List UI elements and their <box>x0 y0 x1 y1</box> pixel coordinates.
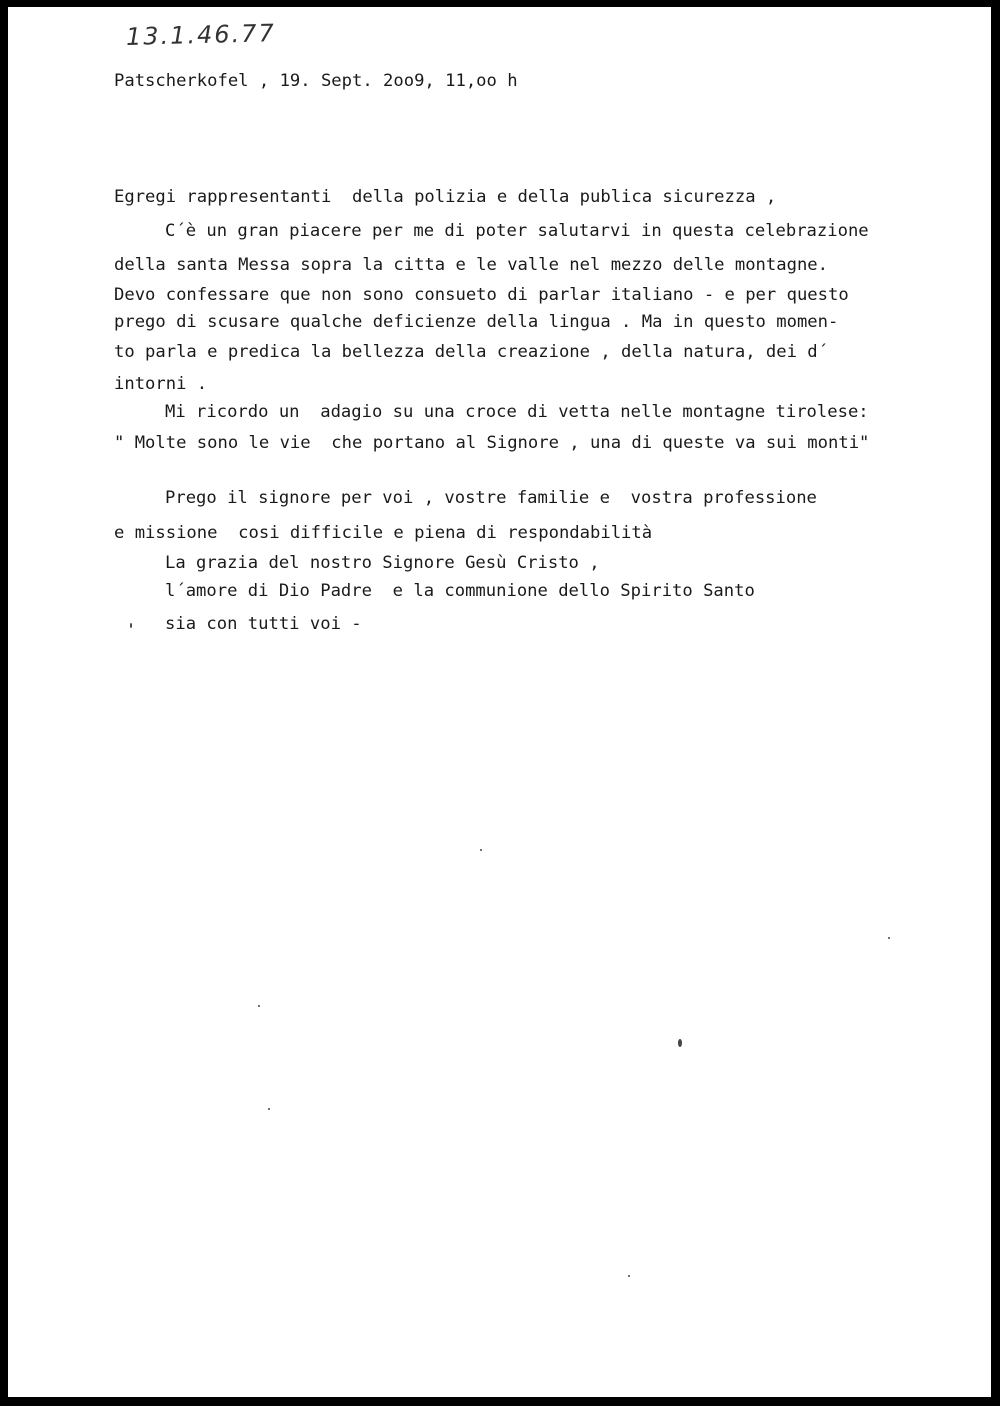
scan-speck <box>678 1039 682 1047</box>
paragraph-1-line-2: della santa Messa sopra la citta e le valle nel mezzo delle montagne. <box>114 255 828 275</box>
scan-speck <box>480 849 482 851</box>
paragraph-1-line-5: to parla e predica la bellezza della creazione , della natura, dei d´ <box>114 342 828 362</box>
paragraph-1-line-3: Devo confessare que non sono consueto di parlar italiano - e per questo <box>114 285 849 305</box>
paragraph-3-line-1: Prego il signore per voi , vostre familie e vostra professione <box>165 488 817 508</box>
paragraph-2-quote: " Molte sono le vie che portano al Signore , una di queste va sui monti" <box>114 433 870 453</box>
paragraph-1-line-6: intorni . <box>114 374 208 394</box>
paragraph-3-line-2: e missione cosi difficile e piena di respondabilità <box>114 523 653 543</box>
blessing-line-3: sia con tutti voi - <box>165 614 362 634</box>
header-place-date: Patscherkofel , 19. Sept. 2oo9, 11,oo h <box>114 71 518 91</box>
paragraph-2-line-1: Mi ricordo un adagio su una croce di vetta nelle montagne tirolese: <box>165 402 869 422</box>
scan-speck <box>268 1108 270 1110</box>
archive-number: 13.1.46.77 <box>125 19 277 51</box>
scan-speck <box>888 937 890 939</box>
paragraph-1-line-4: prego di scusare qualche deficienze della lingua . Ma in questo momen- <box>114 312 839 332</box>
blessing-line-2: l´amore di Dio Padre e la communione dello Spirito Santo <box>165 581 755 601</box>
scan-speck <box>130 623 132 628</box>
paragraph-1-line-1: C´è un gran piacere per me di poter salutarvi in questa celebrazione <box>165 221 869 241</box>
blessing-line-1: La grazia del nostro Signore Gesù Cristo , <box>165 553 600 573</box>
document-page <box>8 7 991 1397</box>
scan-speck <box>258 1005 260 1007</box>
scan-speck <box>628 1275 630 1277</box>
salutation: Egregi rappresentanti della polizia e della publica sicurezza , <box>114 187 777 207</box>
